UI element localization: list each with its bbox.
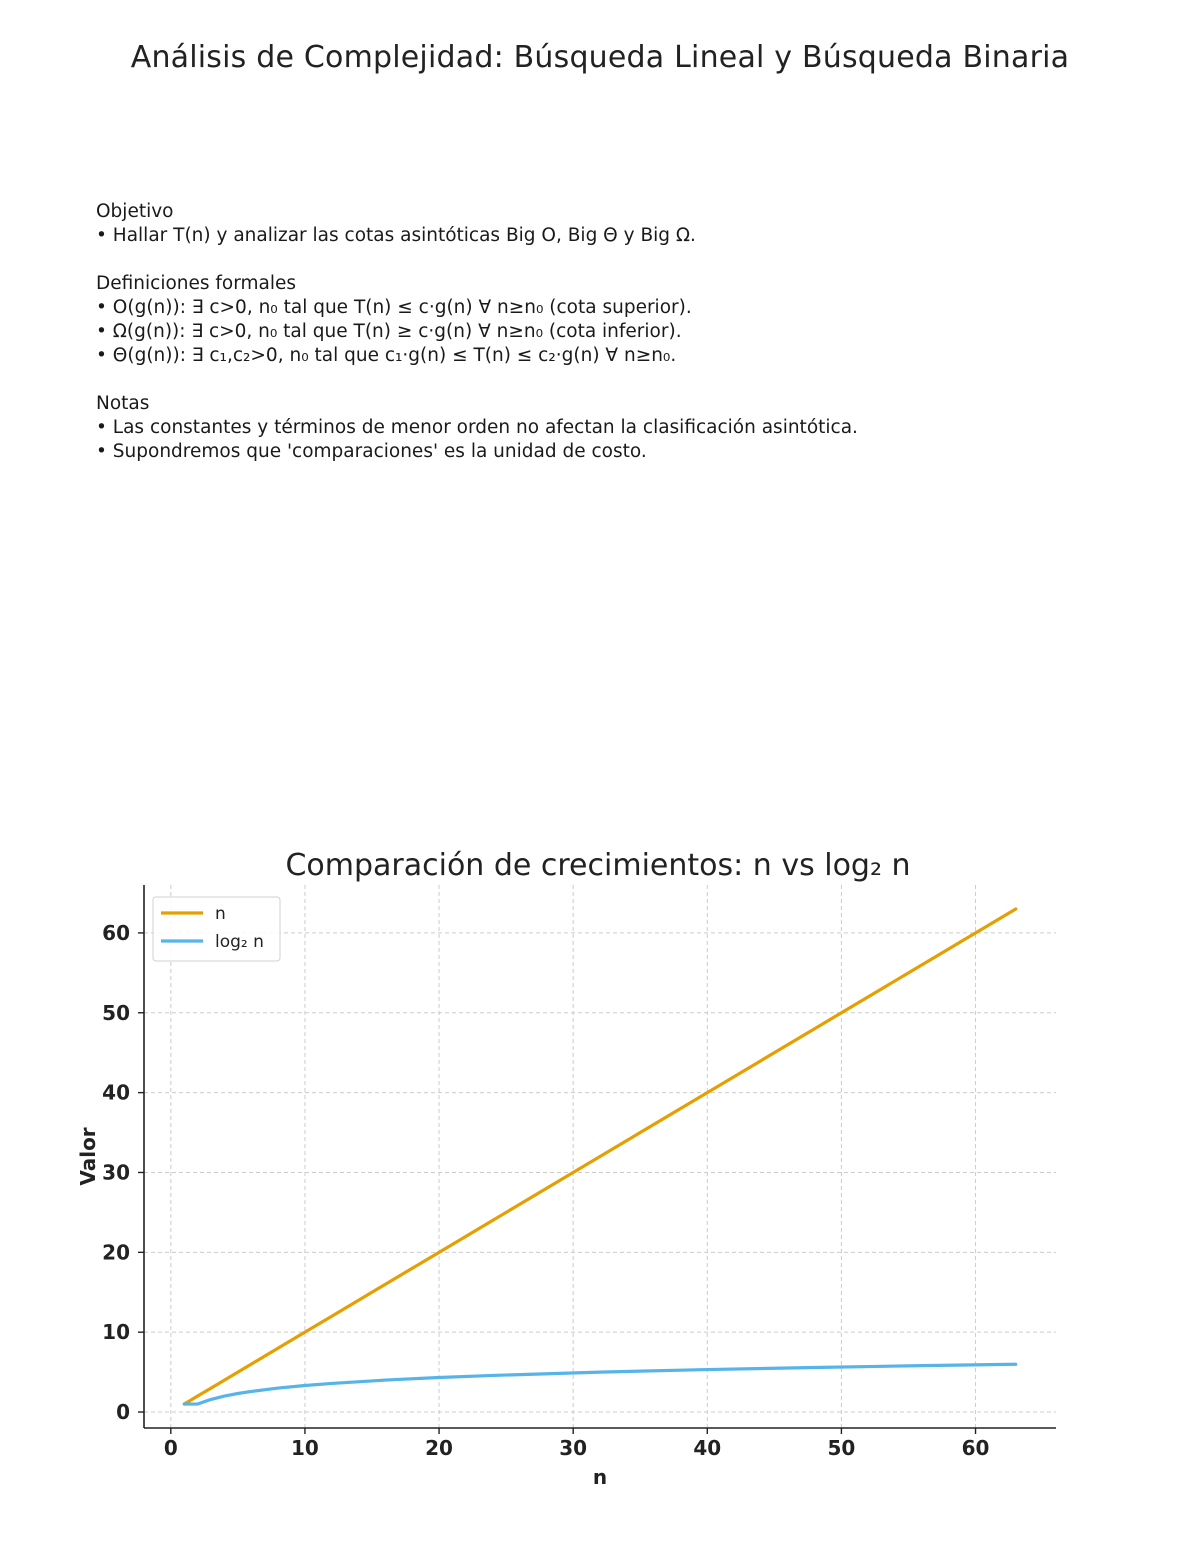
y-tick-label: 50 [102,1000,130,1025]
series-line-log2n [184,1364,1016,1404]
section-heading: Definiciones formales [96,273,297,294]
y-tick-label: 30 [102,1160,130,1185]
section-heading: Notas [96,393,150,414]
bullet-item: • Hallar T(n) y analizar las cotas asintóticas Big O, Big Θ y Big Ω. [96,225,696,246]
growth-chart [0,830,1200,1530]
x-tick-label: 0 [163,1436,178,1460]
series-line-n [184,909,1016,1404]
chart-title: Comparación de crecimientos: n vs log₂ n [285,848,911,883]
y-tick-label: 40 [102,1080,130,1105]
x-tick-label: 20 [425,1436,453,1460]
section-definiciones [96,272,1146,368]
legend-label: n [215,904,226,924]
legend-label: log₂ n [215,932,264,952]
section-heading: Objetivo [96,201,174,222]
bullet-item: • Θ(g(n)): ∃ c₁,c₂>0, n₀ tal que c₁·g(n) ≤ T(n) ≤ c₂·g(n) ∀ n≥n₀. [96,345,677,366]
section-notas [96,392,1146,464]
x-tick-label: 50 [827,1436,856,1460]
bullet-item: • Supondremos que 'comparaciones' es la unidad de costo. [96,441,647,462]
bullet-item: • O(g(n)): ∃ c>0, n₀ tal que T(n) ≤ c·g(n) ∀ n≥n₀ (cota superior). [96,297,692,318]
bullet-item: • Ω(g(n)): ∃ c>0, n₀ tal que T(n) ≥ c·g(n) ∀ n≥n₀ (cota inferior). [96,321,682,342]
y-tick-label: 0 [116,1400,130,1425]
chart-svg [0,830,1200,1530]
y-tick-label: 10 [102,1320,130,1345]
y-axis-label: Valor [76,1127,100,1186]
bullet-item: • Las constantes y términos de menor orden no afectan la clasificación asintótica. [96,417,858,438]
section-objetivo [96,200,1146,248]
x-tick-label: 10 [291,1436,319,1460]
x-axis-label: n [592,1465,608,1489]
page-title: Análisis de Complejidad: Búsqueda Lineal y Búsqueda Binaria [130,40,1070,75]
content-text [96,200,1146,488]
y-tick-label: 60 [102,920,130,945]
x-tick-label: 60 [961,1436,990,1460]
y-tick-label: 20 [102,1240,130,1265]
x-tick-label: 40 [693,1436,722,1460]
x-tick-label: 30 [559,1436,588,1460]
